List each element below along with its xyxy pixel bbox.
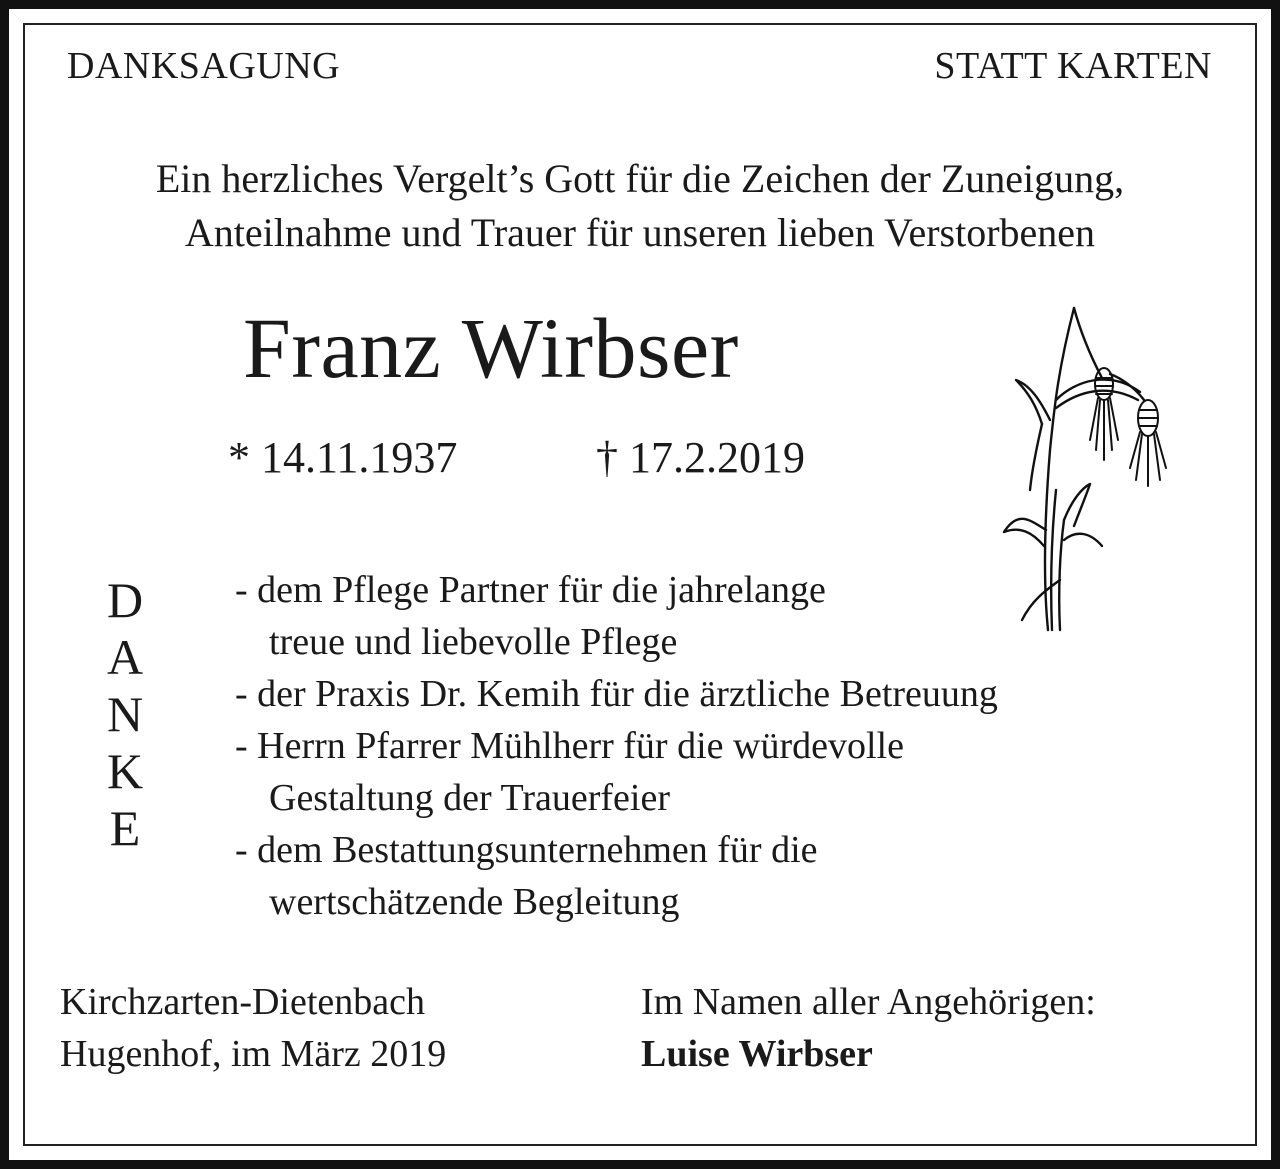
danke-letter: K	[106, 743, 144, 799]
signature-block	[641, 976, 1096, 1080]
death-date: † 17.2.2019	[596, 433, 805, 482]
danke-letter: A	[106, 629, 144, 685]
danke-letter: N	[106, 686, 144, 742]
signature-intro: Im Namen aller Angehörigen:	[641, 981, 1096, 1023]
danke-letter: E	[109, 800, 141, 856]
thanks-list	[235, 564, 998, 928]
intro-line-1: Ein herzliches Vergelt’s Gott für die Zeichen der Zuneigung,	[155, 156, 1125, 201]
thanks-line: wertschätzende Begleitung	[269, 881, 680, 923]
signer-name: Luise Wirbser	[641, 1033, 873, 1075]
place-and-date	[60, 976, 446, 1080]
thanks-line: - dem Bestattungsunternehmen für die	[235, 829, 818, 871]
danke-vertical-word	[98, 572, 152, 857]
deceased-name: Franz Wirbser	[243, 300, 739, 396]
place-line-1: Kirchzarten-Dietenbach	[60, 981, 426, 1023]
thanks-line: - dem Pflege Partner für die jahrelange	[235, 569, 826, 611]
statt-karten-label: STATT KARTEN	[934, 45, 1212, 87]
wheat-grass-icon	[990, 300, 1180, 640]
danksagung-label: DANKSAGUNG	[67, 45, 341, 87]
intro-text	[0, 152, 1280, 260]
danke-letter: D	[106, 572, 144, 628]
thanks-line: treue und liebevolle Pflege	[269, 621, 678, 663]
intro-line-2: Anteilnahme und Trauer für unseren lieben Verstorbenen	[184, 210, 1096, 255]
place-line-2: Hugenhof, im März 2019	[60, 1033, 447, 1075]
thanks-line: - Herrn Pfarrer Mühlherr für die würdevolle	[235, 725, 904, 767]
thanks-line: Gestaltung der Trauerfeier	[269, 777, 670, 819]
thanks-line: - der Praxis Dr. Kemih für die ärztliche Betreuung	[235, 673, 998, 715]
birth-date: * 14.11.1937	[228, 433, 458, 482]
